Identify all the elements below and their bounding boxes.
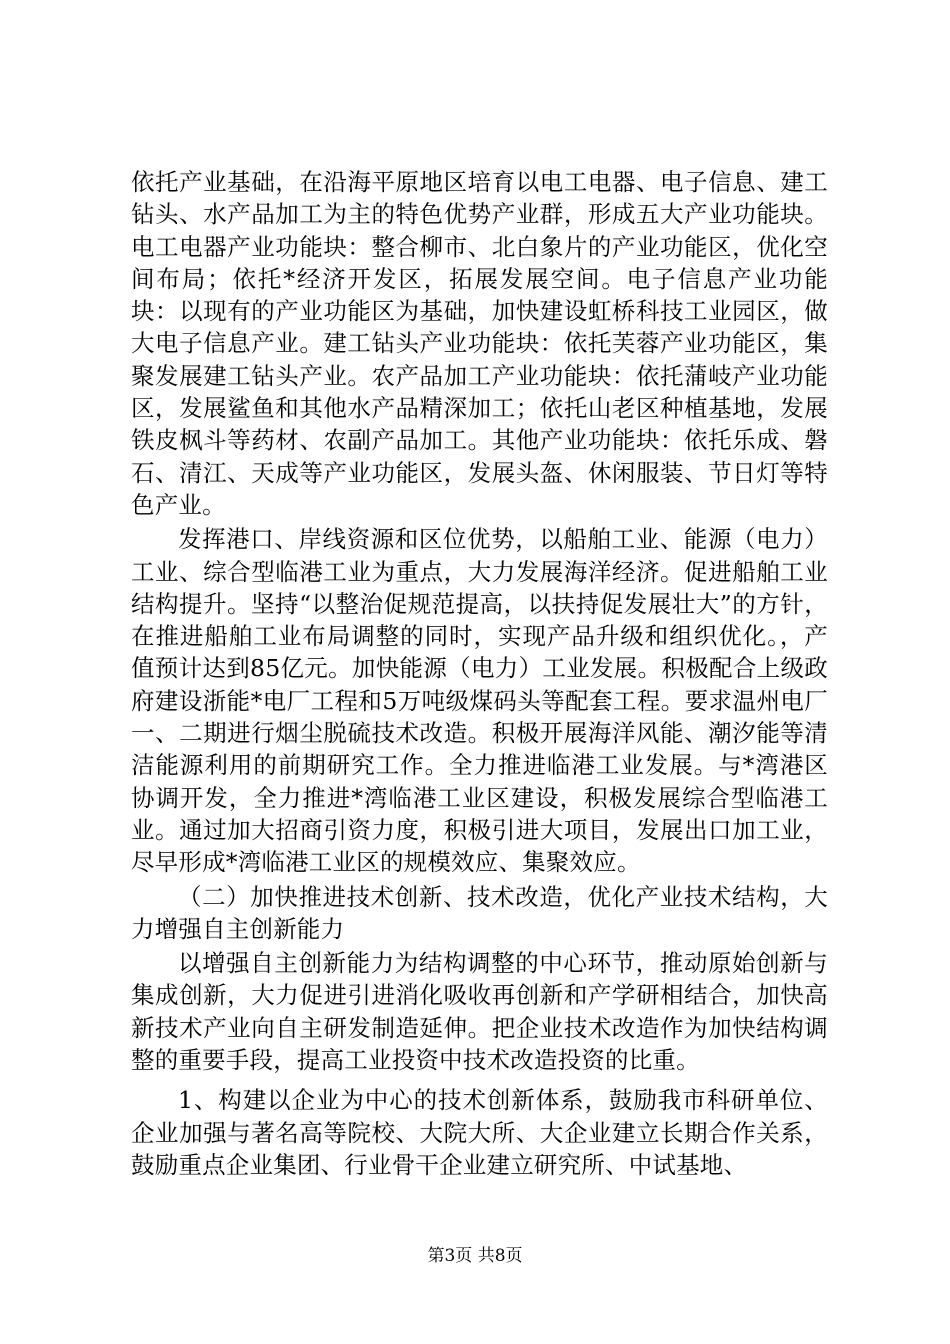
section-heading-innovation: （二）加快推进技术创新、技术改造，优化产业技术结构，大力增强自主创新能力 — [131, 882, 828, 943]
document-body — [131, 166, 828, 1181]
paragraph-item-1: 1、构建以企业为中心的技术创新体系，鼓励我市科研单位、企业加强与著名高等院校、大院大所、大企业建立长期合作关系，鼓励重点企业集团、行业骨干企业建立研究所、中试基地、 — [131, 1086, 828, 1179]
paragraph-industry-blocks: 依托产业基础，在沿海平原地区培育以电工电器、电子信息、建工钻头、水产品加工为主的特色优势产业群，形成五大产业功能块。电工电器产业功能块：整合柳市、北白象片的产业功能区，优化空间布局；依托*经济开发区，拓展发展空间。电子信息产业功能块：以现有的产业功能区为基础，加快建设虹桥科技工业园区，做大电子信息产业。建工钻头产业功能块：依托芙蓉产业功能区，集聚发展建工钻头产业。农产品加工产业功能块：依托蒲岐产业功能区，发展鲨鱼和其他水产品精深加工；依托山老区种植基地，发展铁皮枫斗等药材、农副产品加工。其他产业功能块：依托乐成、磐石、清江、天成等产业功能区，发展头盔、休闲服装、节日灯等特色产业。 — [131, 168, 828, 519]
paragraph-innovation: 以增强自主创新能力为结构调整的中心环节，推动原始创新与集成创新，大力促进引进消化吸收再创新和产学研相结合，加快高新技术产业向自主研发制造延伸。把企业技术改造作为加快结构调整的重要手段，提高工业投资中技术改造投资的比重。 — [131, 949, 828, 1075]
page-number-footer: 第3页 共8页 — [427, 1246, 523, 1266]
paragraph-marine-economy: 发挥港口、岸线资源和区位优势，以船舶工业、能源（电力）工业、综合型临港工业为重点，大力发展海洋经济。促进船舶工业结构提升。坚持“以整治促规范提高，以扶持促发展壮大”的方针，在推进船舶工业布局调整的同时，实现产品升级和组织优化。，产值预计达到85亿元。加快能源（电力）工业发展。积极配合上级政府建设浙能*电厂工程和5万吨级煤码头等配套工程。要求温州电厂一、二期进行烟尘脱硫技术改造。积极开展海洋风能、潮汐能等清洁能源利用的前期研究工作。全力推进临港工业发展。与*湾港区协调开发，全力推进*湾临港工业区建设，积极发展综合型临港工业。通过加大招商引资力度，积极引进大项目，发展出口加工业，尽早形成*湾临港工业区的规模效应、集聚效应。 — [131, 525, 828, 877]
